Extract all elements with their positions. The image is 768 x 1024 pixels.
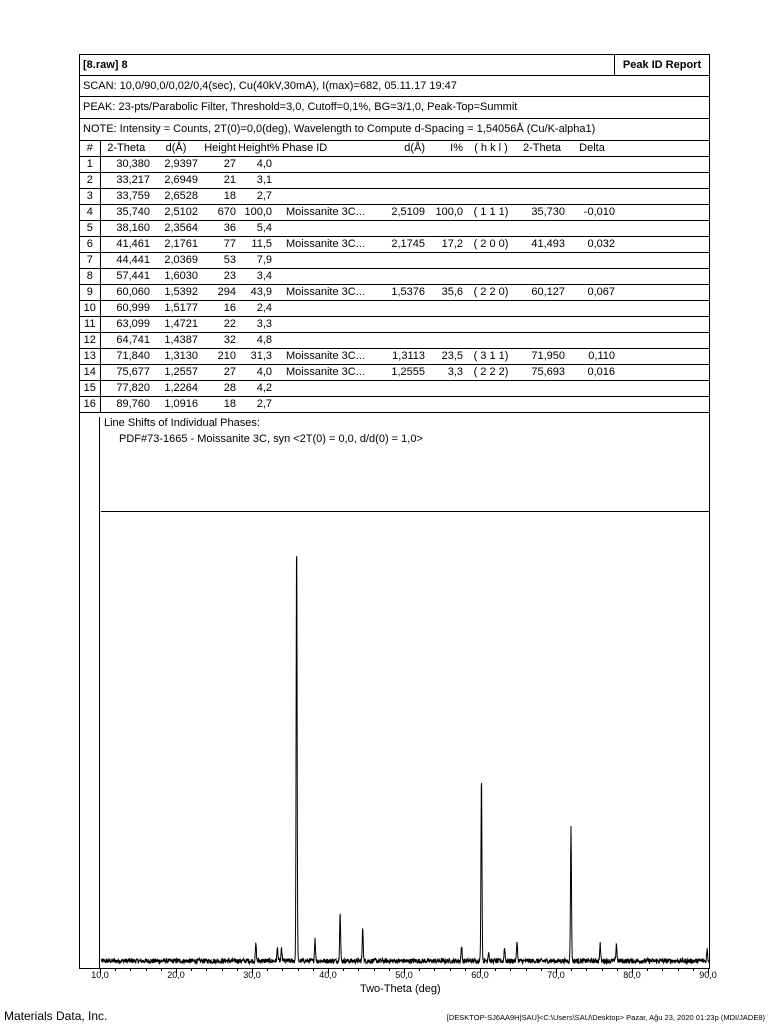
table-row — [80, 349, 709, 365]
x-minor-tick — [206, 969, 207, 971]
table-cell: 2,6528 — [152, 189, 200, 205]
peak-table — [80, 141, 709, 413]
table-cell — [375, 173, 427, 189]
table-cell: Moissanite 3C... — [280, 205, 375, 221]
table-cell: ( 2 2 2) — [465, 365, 517, 381]
table-cell — [617, 365, 709, 381]
x-tick-label: 10,0 — [91, 970, 109, 980]
table-cell: 2,4 — [238, 301, 280, 317]
table-cell — [280, 189, 375, 205]
table-cell: -0,010 — [567, 205, 617, 221]
x-tick-label: 30,0 — [243, 970, 261, 980]
col-filler — [617, 141, 709, 157]
table-cell — [280, 173, 375, 189]
scan-line: SCAN: 10,0/90,0/0,02/0,4(sec), Cu(40kV,30mA), I(max)=682, 05.11.17 19:47 — [80, 76, 709, 97]
table-row — [80, 301, 709, 317]
table-cell — [465, 253, 517, 269]
pattern-line — [101, 556, 709, 963]
row-number: 5 — [80, 221, 100, 237]
table-cell: 18 — [200, 397, 238, 413]
table-cell: Moissanite 3C... — [280, 349, 375, 365]
table-cell: 1,2555 — [375, 365, 427, 381]
table-row — [80, 397, 709, 413]
x-minor-tick — [526, 969, 527, 971]
col-header: ( h k l ) — [465, 141, 517, 157]
x-minor-tick — [374, 969, 375, 971]
table-cell — [465, 317, 517, 333]
table-cell — [567, 253, 617, 269]
table-cell: 18 — [200, 189, 238, 205]
table-row — [80, 285, 709, 301]
table-cell: 4,2 — [238, 381, 280, 397]
table-cell: 16 — [200, 301, 238, 317]
x-tick-label: 50,0 — [395, 970, 413, 980]
table-cell — [567, 221, 617, 237]
x-axis-label: Two-Theta (deg) — [360, 983, 441, 995]
table-cell — [427, 317, 465, 333]
table-cell — [375, 397, 427, 413]
x-minor-tick — [298, 969, 299, 971]
table-cell — [567, 397, 617, 413]
table-cell: 30,380 — [100, 157, 152, 173]
row-number: 2 — [80, 173, 100, 189]
table-cell: 100,0 — [427, 205, 465, 221]
peak-point — [481, 779, 482, 780]
peak-point — [296, 541, 297, 542]
table-cell — [567, 381, 617, 397]
table-cell: 53 — [200, 253, 238, 269]
table-row — [80, 365, 709, 381]
table-cell: 71,840 — [100, 349, 152, 365]
table-cell — [567, 157, 617, 173]
table-cell: 2,5109 — [375, 205, 427, 221]
x-minor-tick — [146, 969, 147, 971]
x-minor-tick — [130, 969, 131, 971]
x-tick-label: 60,0 — [471, 970, 489, 980]
table-cell: 22 — [200, 317, 238, 333]
table-cell: Moissanite 3C... — [280, 365, 375, 381]
note-line: NOTE: Intensity = Counts, 2T(0)=0,0(deg), Wavelength to Compute d-Spacing = 1,54056Å (Cu/K-alpha1) — [80, 119, 709, 141]
col-header: 2-Theta — [517, 141, 567, 157]
table-cell: 31,3 — [238, 349, 280, 365]
col-header: Height — [200, 141, 238, 157]
table-cell: 1,0916 — [152, 397, 200, 413]
table-cell — [617, 285, 709, 301]
table-cell: 3,3 — [427, 365, 465, 381]
table-cell: 28 — [200, 381, 238, 397]
table-cell — [517, 173, 567, 189]
table-cell: 60,999 — [100, 301, 152, 317]
title-row-border — [80, 55, 709, 76]
col-header: # — [80, 141, 100, 157]
table-cell — [427, 173, 465, 189]
table-cell: 1,4721 — [152, 317, 200, 333]
x-minor-tick — [450, 969, 451, 971]
x-tick-label: 70,0 — [547, 970, 565, 980]
col-header: Height% — [238, 141, 280, 157]
table-cell — [617, 157, 709, 173]
table-cell — [427, 189, 465, 205]
x-minor-tick — [510, 969, 511, 971]
footer-path: [DESKTOP-SJ6AA9H|SAU]<C:\Users\SAU\Desktop> Pazar, Ağu 23, 2020 01:23p (MDI/JADE8) — [446, 1013, 765, 1022]
table-cell: 23 — [200, 269, 238, 285]
table-cell: 75,693 — [517, 365, 567, 381]
table-cell: 21 — [200, 173, 238, 189]
table-cell: 33,217 — [100, 173, 152, 189]
table-cell — [517, 333, 567, 349]
xrd-pattern-plot — [101, 512, 709, 968]
xrd-pattern-svg — [101, 512, 709, 968]
report-title: Peak ID Report — [622, 59, 702, 71]
table-cell: 35,730 — [517, 205, 567, 221]
table-cell: 3,3 — [238, 317, 280, 333]
x-minor-tick — [602, 969, 603, 971]
table-cell — [375, 269, 427, 285]
table-cell: 2,7 — [238, 397, 280, 413]
table-cell: 41,461 — [100, 237, 152, 253]
table-cell: 2,7 — [238, 189, 280, 205]
footer-company: Materials Data, Inc. — [4, 1009, 108, 1023]
table-cell: 2,1761 — [152, 237, 200, 253]
table-cell: 2,3564 — [152, 221, 200, 237]
table-cell: 27 — [200, 157, 238, 173]
table-cell — [617, 221, 709, 237]
table-row — [80, 381, 709, 397]
x-minor-tick — [282, 969, 283, 971]
table-cell — [465, 269, 517, 285]
row-number: 14 — [80, 365, 100, 381]
table-cell: 63,099 — [100, 317, 152, 333]
table-cell — [427, 301, 465, 317]
table-cell — [427, 333, 465, 349]
table-cell — [465, 221, 517, 237]
peak-id-report — [79, 54, 710, 969]
table-cell: 43,9 — [238, 285, 280, 301]
table-cell — [427, 397, 465, 413]
table-cell: 670 — [200, 205, 238, 221]
table-cell — [617, 269, 709, 285]
table-cell — [567, 317, 617, 333]
row-number: 8 — [80, 269, 100, 285]
table-cell — [617, 205, 709, 221]
table-cell — [280, 157, 375, 173]
table-cell: 77 — [200, 237, 238, 253]
row-number: 9 — [80, 285, 100, 301]
table-cell: 41,493 — [517, 237, 567, 253]
table-cell — [617, 333, 709, 349]
table-cell — [567, 333, 617, 349]
row-number: 13 — [80, 349, 100, 365]
x-minor-tick — [662, 969, 663, 971]
table-cell — [280, 269, 375, 285]
table-cell — [617, 301, 709, 317]
row-number: 11 — [80, 317, 100, 333]
table-cell: 4,0 — [238, 365, 280, 381]
table-cell — [567, 173, 617, 189]
table-cell — [465, 397, 517, 413]
table-cell — [427, 381, 465, 397]
x-tick-label: 90,0 — [699, 970, 717, 980]
row-number: 7 — [80, 253, 100, 269]
row-number: 6 — [80, 237, 100, 253]
table-cell — [280, 301, 375, 317]
table-cell: 35,740 — [100, 205, 152, 221]
table-cell — [517, 301, 567, 317]
table-cell — [280, 317, 375, 333]
table-row — [80, 189, 709, 205]
table-cell — [567, 269, 617, 285]
table-cell: 1,2264 — [152, 381, 200, 397]
table-cell: 210 — [200, 349, 238, 365]
table-cell: 0,067 — [567, 285, 617, 301]
table-cell — [280, 381, 375, 397]
table-cell — [517, 381, 567, 397]
table-cell — [427, 157, 465, 173]
table-cell: 2,9397 — [152, 157, 200, 173]
row-number: 3 — [80, 189, 100, 205]
table-cell — [280, 253, 375, 269]
table-cell — [617, 189, 709, 205]
x-minor-tick — [678, 969, 679, 971]
table-cell: 1,5177 — [152, 301, 200, 317]
table-cell: 2,6949 — [152, 173, 200, 189]
table-cell: 44,441 — [100, 253, 152, 269]
table-cell: 2,5102 — [152, 205, 200, 221]
table-cell — [567, 301, 617, 317]
table-cell: Moissanite 3C... — [280, 285, 375, 301]
table-cell: Moissanite 3C... — [280, 237, 375, 253]
table-cell: 0,110 — [567, 349, 617, 365]
line-shifts-title: Line Shifts of Individual Phases: — [104, 417, 260, 429]
table-cell: 3,4 — [238, 269, 280, 285]
col-header: d(Å) — [152, 141, 200, 157]
table-cell: 89,760 — [100, 397, 152, 413]
peak-line: PEAK: 23-pts/Parabolic Filter, Threshold=3,0, Cutoff=0,1%, BG=3/1,0, Peak-Top=Summit — [80, 97, 709, 119]
table-cell: 60,060 — [100, 285, 152, 301]
table-cell — [375, 253, 427, 269]
table-cell: 36 — [200, 221, 238, 237]
table-cell: 57,441 — [100, 269, 152, 285]
table-cell: 32 — [200, 333, 238, 349]
table-cell — [517, 253, 567, 269]
table-cell — [617, 381, 709, 397]
table-row — [80, 205, 709, 221]
table-cell — [375, 189, 427, 205]
row-number: 12 — [80, 333, 100, 349]
x-minor-tick — [358, 969, 359, 971]
table-cell: 33,759 — [100, 189, 152, 205]
table-cell: ( 2 2 0) — [465, 285, 517, 301]
table-row — [80, 221, 709, 237]
table-cell: 1,6030 — [152, 269, 200, 285]
row-number: 15 — [80, 381, 100, 397]
table-cell — [617, 397, 709, 413]
table-cell — [465, 173, 517, 189]
table-cell: 1,3130 — [152, 349, 200, 365]
table-cell: 71,950 — [517, 349, 567, 365]
table-cell — [375, 333, 427, 349]
table-cell — [427, 269, 465, 285]
table-row — [80, 237, 709, 253]
table-cell: 4,0 — [238, 157, 280, 173]
left-strip — [80, 417, 100, 968]
table-cell — [617, 253, 709, 269]
table-cell — [280, 397, 375, 413]
row-number: 1 — [80, 157, 100, 173]
x-minor-tick — [222, 969, 223, 971]
table-cell: 4,8 — [238, 333, 280, 349]
table-cell: 2,0369 — [152, 253, 200, 269]
table-cell — [617, 173, 709, 189]
table-row — [80, 317, 709, 333]
table-row — [80, 173, 709, 189]
table-cell: 1,5392 — [152, 285, 200, 301]
table-cell: 27 — [200, 365, 238, 381]
table-cell: 1,3113 — [375, 349, 427, 365]
table-cell: 77,820 — [100, 381, 152, 397]
table-cell — [465, 157, 517, 173]
col-header: Phase ID — [280, 141, 375, 157]
col-header: 2-Theta — [100, 141, 152, 157]
table-cell — [617, 237, 709, 253]
table-cell — [375, 157, 427, 173]
table-cell — [375, 317, 427, 333]
table-row — [80, 269, 709, 285]
table-cell: 3,1 — [238, 173, 280, 189]
table-cell: 17,2 — [427, 237, 465, 253]
table-cell — [280, 333, 375, 349]
table-cell — [517, 269, 567, 285]
table-cell: 64,741 — [100, 333, 152, 349]
table-cell — [517, 397, 567, 413]
table-cell: 100,0 — [238, 205, 280, 221]
table-cell: 1,5376 — [375, 285, 427, 301]
col-header: d(Å) — [375, 141, 427, 157]
row-number: 4 — [80, 205, 100, 221]
table-cell: 60,127 — [517, 285, 567, 301]
file-title: [8.raw] 8 — [80, 55, 615, 76]
table-cell — [465, 189, 517, 205]
table-header-row — [80, 141, 709, 157]
table-cell: 5,4 — [238, 221, 280, 237]
table-cell — [617, 317, 709, 333]
table-cell: 1,4387 — [152, 333, 200, 349]
table-row — [80, 253, 709, 269]
table-cell — [517, 189, 567, 205]
table-cell: 7,9 — [238, 253, 280, 269]
col-header: I% — [427, 141, 465, 157]
x-tick-label: 40,0 — [319, 970, 337, 980]
table-cell: 75,677 — [100, 365, 152, 381]
table-cell: 11,5 — [238, 237, 280, 253]
x-minor-tick — [434, 969, 435, 971]
table-cell: 2,1745 — [375, 237, 427, 253]
table-row — [80, 333, 709, 349]
line-shifts-panel — [101, 417, 709, 512]
table-cell — [465, 301, 517, 317]
row-number: 16 — [80, 397, 100, 413]
table-cell: ( 1 1 1) — [465, 205, 517, 221]
table-cell: 294 — [200, 285, 238, 301]
col-header: Delta — [567, 141, 617, 157]
table-cell — [517, 317, 567, 333]
table-cell — [375, 221, 427, 237]
table-cell — [375, 301, 427, 317]
table-cell — [375, 381, 427, 397]
table-cell: ( 2 0 0) — [465, 237, 517, 253]
table-cell: 23,5 — [427, 349, 465, 365]
table-cell — [465, 333, 517, 349]
x-tick-label: 20,0 — [167, 970, 185, 980]
table-cell: 35,6 — [427, 285, 465, 301]
row-number: 10 — [80, 301, 100, 317]
table-cell — [427, 253, 465, 269]
table-cell: 38,160 — [100, 221, 152, 237]
table-cell — [280, 221, 375, 237]
table-cell — [427, 221, 465, 237]
table-cell — [465, 381, 517, 397]
line-shifts-entry: PDF#73-1665 - Moissanite 3C, syn <2T(0) = 0,0, d/d(0) = 1,0> — [119, 433, 423, 445]
table-cell — [517, 157, 567, 173]
x-tick-label: 80,0 — [623, 970, 641, 980]
table-row — [80, 157, 709, 173]
x-minor-tick — [586, 969, 587, 971]
table-cell: 0,032 — [567, 237, 617, 253]
table-cell: 0,016 — [567, 365, 617, 381]
table-cell — [567, 189, 617, 205]
table-cell — [617, 349, 709, 365]
table-cell — [517, 221, 567, 237]
table-cell: 1,2557 — [152, 365, 200, 381]
table-cell: ( 3 1 1) — [465, 349, 517, 365]
